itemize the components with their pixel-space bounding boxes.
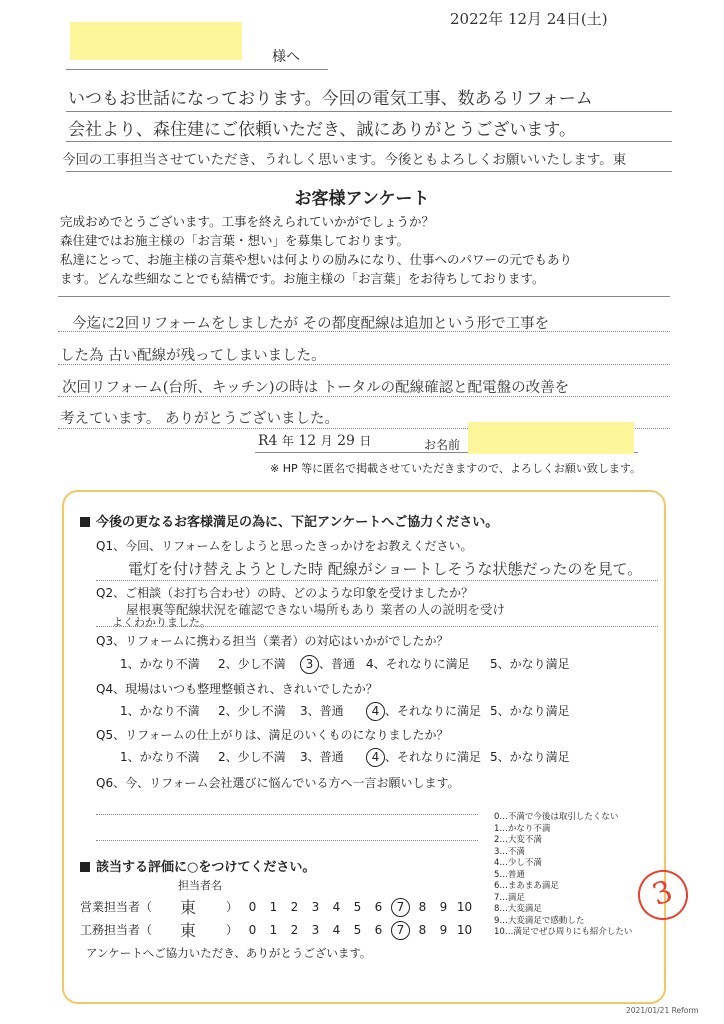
- rating-value[interactable]: 10: [456, 900, 473, 914]
- legend-item: 5…普通: [494, 869, 525, 880]
- legend-item: 0…不満で今後は取引したくない: [494, 812, 619, 822]
- section1-title: 今後の更なるお客様満足の為に、下記アンケートへご協力ください。: [80, 511, 498, 530]
- comment-line-2: した為 古い配線が残ってしまいました。: [60, 348, 326, 364]
- rating-value[interactable]: 10: [456, 923, 473, 937]
- rating-value[interactable]: 3: [311, 923, 320, 937]
- rating-value[interactable]: 3: [311, 900, 320, 914]
- option-number: 4: [366, 748, 385, 767]
- letter-line-1: いつもお世話になっております。今回の電気工事、数あるリフォーム: [68, 89, 593, 109]
- staff-name-header: 担当者名: [178, 879, 222, 892]
- rating-label-close: ）: [226, 923, 239, 937]
- option-number: 3: [300, 704, 308, 718]
- option-text: 少し不満: [237, 657, 286, 671]
- legend-item: 1…かなり不満: [494, 823, 551, 834]
- survey-title: お客様アンケート: [294, 189, 430, 209]
- option-2[interactable]: 2、少し不満: [218, 704, 286, 718]
- rating-value[interactable]: 2: [290, 923, 299, 937]
- option-number: 1: [120, 657, 128, 671]
- option-3[interactable]: 3、普通: [300, 750, 344, 764]
- legend-item: 6…まあまあ満足: [494, 881, 559, 891]
- option-number: 2: [218, 657, 226, 671]
- rating-value[interactable]: 0: [248, 923, 257, 937]
- option-text: かなり満足: [509, 657, 570, 671]
- rating-value[interactable]: 7: [391, 921, 410, 940]
- rating-value[interactable]: 5: [353, 900, 362, 914]
- legend-item: 10…満足でぜひ周りにも紹介したい: [494, 927, 633, 937]
- option-5[interactable]: 5、かなり満足: [490, 750, 570, 764]
- q3-label: Q3、リフォームに携わる担当（業者）の対応はいかがでしたか？: [96, 634, 449, 648]
- q1-label: Q1、今回、リフォームをしようと思ったきっかけをお教えください。: [96, 539, 473, 553]
- option-text: それなりに満足: [385, 657, 470, 671]
- intro-line: 私達にとって、お施主様の言葉や想いは何よりの励みになり、仕事へのパワーの元でもあり: [60, 252, 573, 267]
- option-5[interactable]: 5、かなり満足: [490, 704, 570, 718]
- rating-value[interactable]: 8: [418, 900, 427, 914]
- rating-value[interactable]: 7: [391, 898, 410, 917]
- rating-value[interactable]: 1: [269, 923, 278, 937]
- q2-answer-line2: よくわかりました。: [112, 616, 211, 629]
- rating-value[interactable]: 4: [332, 900, 341, 914]
- option-text: 少し不満: [237, 750, 286, 764]
- rating-value[interactable]: 8: [418, 923, 427, 937]
- option-3[interactable]: 3 、普通: [300, 655, 355, 674]
- staff-name: 東: [180, 921, 197, 940]
- option-text: かなり満足: [509, 704, 570, 718]
- option-number: 1: [120, 704, 128, 718]
- option-number: 3: [300, 655, 319, 674]
- q2-label: Q2、ご相談（お打ち合わせ）の時、どのような印象を受けましたか？: [96, 586, 474, 600]
- legend-item: 4…少し不満: [494, 858, 542, 868]
- intro-line: ます。どんな些細なことでも結構です。お施主様の「お言葉」をお待ちしております。: [60, 271, 545, 286]
- rating-scale: [242, 921, 475, 940]
- comment-line-3: 次回リフォーム(台所、キッチン)の時は トータルの配線確認と配電盤の改善を: [62, 380, 570, 396]
- option-1[interactable]: 1、かなり不満: [120, 750, 200, 764]
- option-number: 4: [366, 702, 385, 721]
- addressee-name-redacted: [70, 22, 242, 60]
- rating-value[interactable]: 5: [353, 923, 362, 937]
- option-number: 2: [218, 704, 226, 718]
- rating-value[interactable]: 0: [248, 900, 257, 914]
- option-3[interactable]: 3、普通: [300, 704, 344, 718]
- thanks-text: アンケートへご協力いただき、ありがとうございます。: [86, 946, 372, 960]
- option-text: 普通: [319, 704, 344, 718]
- option-number: 5: [490, 750, 498, 764]
- staff-name: 東: [180, 898, 197, 917]
- option-text: かなり不満: [139, 704, 200, 718]
- option-2[interactable]: 2、少し不満: [218, 750, 286, 764]
- rating-value[interactable]: 9: [439, 923, 448, 937]
- q2-answer-line1: 屋根裏等配線状況を確認できない場所もあり 業者の人の説明を受け: [126, 602, 505, 617]
- option-number: 3: [300, 750, 308, 764]
- rating-label: 工務担当者（: [80, 923, 153, 937]
- legend-item: 9…大変満足で感動した: [494, 915, 585, 926]
- option-1[interactable]: 1、かなり不満: [120, 657, 200, 671]
- q5-label: Q5、リフォームの仕上がりは、満足のいくものになりましたか？: [96, 728, 449, 742]
- legend-item: 2…大変不満: [494, 835, 542, 845]
- q4-label: Q4、現場はいつも整理整頓され、きれいでしたか？: [96, 682, 378, 696]
- comment-line-1: 今迄に2回リフォームをしましたが その都度配線は追加という形で工事を: [72, 316, 550, 332]
- comment-line-4: 考えています。 ありがとうございました。: [60, 411, 339, 427]
- option-2[interactable]: 2、少し不満: [218, 657, 286, 671]
- letter-line-3: 今回の工事担当させていただき、うれしく思います。今後ともよろしくお願いいたします。東: [62, 152, 627, 168]
- legend-item: 3…不満: [494, 846, 525, 857]
- legend-item: 7…満足: [494, 892, 525, 903]
- rating-value[interactable]: 9: [439, 900, 448, 914]
- legend-item: 8…大変満足: [494, 904, 542, 914]
- option-number: 2: [218, 750, 226, 764]
- option-number: 4: [366, 657, 374, 671]
- rating-value[interactable]: 1: [269, 900, 278, 914]
- option-1[interactable]: 1、かなり不満: [120, 704, 200, 718]
- option-text: 少し不満: [237, 704, 286, 718]
- name-label: お名前: [424, 438, 461, 452]
- footer-code: 2021/01/21 Reform: [626, 1006, 699, 1015]
- letter-date: 2022年 12月 24日(土): [450, 10, 608, 28]
- option-text: それなりに満足: [397, 704, 482, 718]
- intro-line: 森住建ではお施主様の「お言葉・想い」を募集しております。: [60, 233, 410, 248]
- square-bullet-icon: [80, 517, 90, 527]
- section2-title: 該当する評価に○をつけてください。: [80, 856, 315, 875]
- option-4[interactable]: 4 、それなりに満足: [366, 748, 481, 767]
- anonymous-note: ※ HP 等に匿名で掲載させていただきますので、よろしくお願い致します。: [270, 462, 642, 475]
- option-4[interactable]: 4、それなりに満足: [366, 657, 470, 671]
- customer-name-redacted: [468, 422, 634, 454]
- option-text: かなり不満: [139, 750, 200, 764]
- option-number: 5: [490, 657, 498, 671]
- option-5[interactable]: 5、かなり満足: [490, 657, 570, 671]
- evaluation-stamp: 3: [631, 863, 694, 926]
- option-text: 普通: [319, 750, 344, 764]
- rating-label: 営業担当者（: [80, 900, 153, 914]
- rating-value[interactable]: 6: [374, 900, 383, 914]
- option-text: それなりに満足: [397, 750, 482, 764]
- option-text: 普通: [331, 657, 356, 671]
- option-number: 1: [120, 750, 128, 764]
- option-text: かなり満足: [509, 750, 570, 764]
- addressee-suffix: 様へ: [272, 49, 300, 65]
- q1-answer: 電灯を付け替えようとした時 配線がショートしそうな状態だったのを見て。: [128, 560, 643, 578]
- rating-scale: [242, 898, 475, 917]
- rating-label-close: ）: [226, 900, 239, 914]
- option-number: 5: [490, 704, 498, 718]
- rating-legend: [494, 812, 632, 939]
- intro-line: 完成おめでとうございます。工事を終えられていかがでしょうか？: [60, 214, 435, 229]
- square-bullet-icon: [80, 862, 90, 872]
- rating-value[interactable]: 6: [374, 923, 383, 937]
- rating-value[interactable]: 4: [332, 923, 341, 937]
- letter-line-2: 会社より、森住建にご依頼いただき、誠にありがとうございます。: [68, 120, 576, 140]
- option-text: かなり不満: [139, 657, 200, 671]
- comment-date: R4 年 12 月 29 日: [258, 433, 372, 449]
- rating-value[interactable]: 2: [290, 900, 299, 914]
- q6-label: Q6、今、リフォーム会社選びに悩んでいる方へ一言お願いします。: [96, 776, 460, 790]
- intro-text: [60, 212, 572, 288]
- option-4[interactable]: 4 、それなりに満足: [366, 702, 481, 721]
